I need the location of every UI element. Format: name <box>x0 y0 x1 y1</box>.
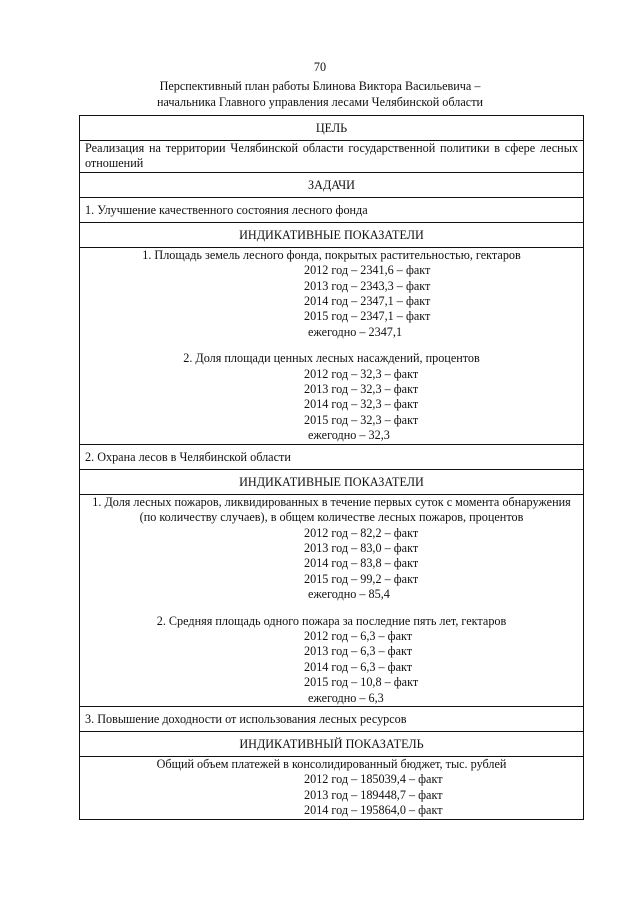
indicator <box>85 495 578 603</box>
indicator <box>85 614 578 706</box>
indicator-value: 2013 год – 189448,7 – факт <box>304 787 443 802</box>
indicators-cell <box>80 247 584 444</box>
indicator-values <box>304 367 578 444</box>
indicators-cell <box>80 756 584 819</box>
indicator-yearly-value: ежегодно – 32,3 <box>308 428 390 443</box>
work-plan-table <box>79 115 584 820</box>
indicator-yearly-value: ежегодно – 2347,1 <box>308 324 403 339</box>
indicator-value: 2013 год – 83,0 – факт <box>304 540 419 555</box>
indicator-value: 2013 год – 6,3 – факт <box>304 644 413 659</box>
indicator-value: 2015 год – 99,2 – факт <box>304 571 419 586</box>
page-number: 70 <box>313 60 327 74</box>
indicator-value: 2012 год – 2341,6 – факт <box>304 263 431 278</box>
indicators-heading: ИНДИКАТИВНЫЙ ПОКАЗАТЕЛЬ <box>80 731 584 756</box>
indicator-value: 2014 год – 6,3 – факт <box>304 659 413 674</box>
indicator-value: 2012 год – 82,2 – факт <box>304 525 419 540</box>
header-line-2: начальника Главного управления лесами Челябинской области <box>156 94 484 109</box>
indicator-title: 1. Доля лесных пожаров, ликвидированных в течение первых суток с момента обнаружения (по количеству случаев), в общем количестве лесных пожаров, процентов <box>92 494 571 525</box>
indicators-cell <box>80 494 584 706</box>
task-title: 3. Повышение доходности от использования лесных ресурсов <box>80 706 584 731</box>
indicator-yearly-value: ежегодно – 6,3 <box>308 690 384 705</box>
indicator-value: 2014 год – 83,8 – факт <box>304 556 419 571</box>
indicator-value: 2014 год – 32,3 – факт <box>304 397 419 412</box>
goal-heading: ЦЕЛЬ <box>80 116 584 141</box>
indicator-value: 2012 год – 6,3 – факт <box>304 628 413 643</box>
indicator-value: 2012 год – 185039,4 – факт <box>304 772 443 787</box>
indicators-heading: ИНДИКАТИВНЫЕ ПОКАЗАТЕЛИ <box>80 222 584 247</box>
indicator <box>85 248 578 340</box>
indicator-value: 2015 год – 10,8 – факт <box>304 675 419 690</box>
indicator-values <box>304 263 578 340</box>
indicator-title: 2. Средняя площадь одного пожара за последние пять лет, гектаров <box>156 613 507 628</box>
indicator-value: 2013 год – 2343,3 – факт <box>304 278 431 293</box>
indicator-title: 2. Доля площади ценных лесных насаждений, процентов <box>183 351 480 366</box>
header-line-1: Перспективный план работы Блинова Виктора Васильевича – <box>159 79 481 93</box>
indicator-value: 2014 год – 2347,1 – факт <box>304 294 431 309</box>
indicator-title: Общий объем платежей в консолидированный бюджет, тыс. рублей <box>156 756 507 771</box>
indicator-value: 2012 год – 32,3 – факт <box>304 366 419 381</box>
tasks-heading: ЗАДАЧИ <box>80 172 584 197</box>
indicator-value: 2014 год – 195864,0 – факт <box>304 803 443 818</box>
indicators-heading: ИНДИКАТИВНЫЕ ПОКАЗАТЕЛИ <box>80 469 584 494</box>
document-header <box>0 79 640 110</box>
task-title: 2. Охрана лесов в Челябинской области <box>80 444 584 469</box>
goal-text: Реализация на территории Челябинской области государственной политики в сфере лесных отношений <box>80 141 584 173</box>
indicator-yearly-value: ежегодно – 85,4 <box>308 587 390 602</box>
indicator <box>85 351 578 443</box>
indicator-title: 1. Площадь земель лесного фонда, покрытых растительностью, гектаров <box>142 247 521 262</box>
indicator-values <box>304 772 578 818</box>
indicator-values <box>304 526 578 603</box>
indicator-value: 2013 год – 32,3 – факт <box>304 382 419 397</box>
task-title: 1. Улучшение качественного состояния лесного фонда <box>80 197 584 222</box>
indicator-values <box>304 629 578 706</box>
indicator-value: 2015 год – 32,3 – факт <box>304 412 419 427</box>
indicator-value: 2015 год – 2347,1 – факт <box>304 309 431 324</box>
indicator <box>85 757 578 819</box>
